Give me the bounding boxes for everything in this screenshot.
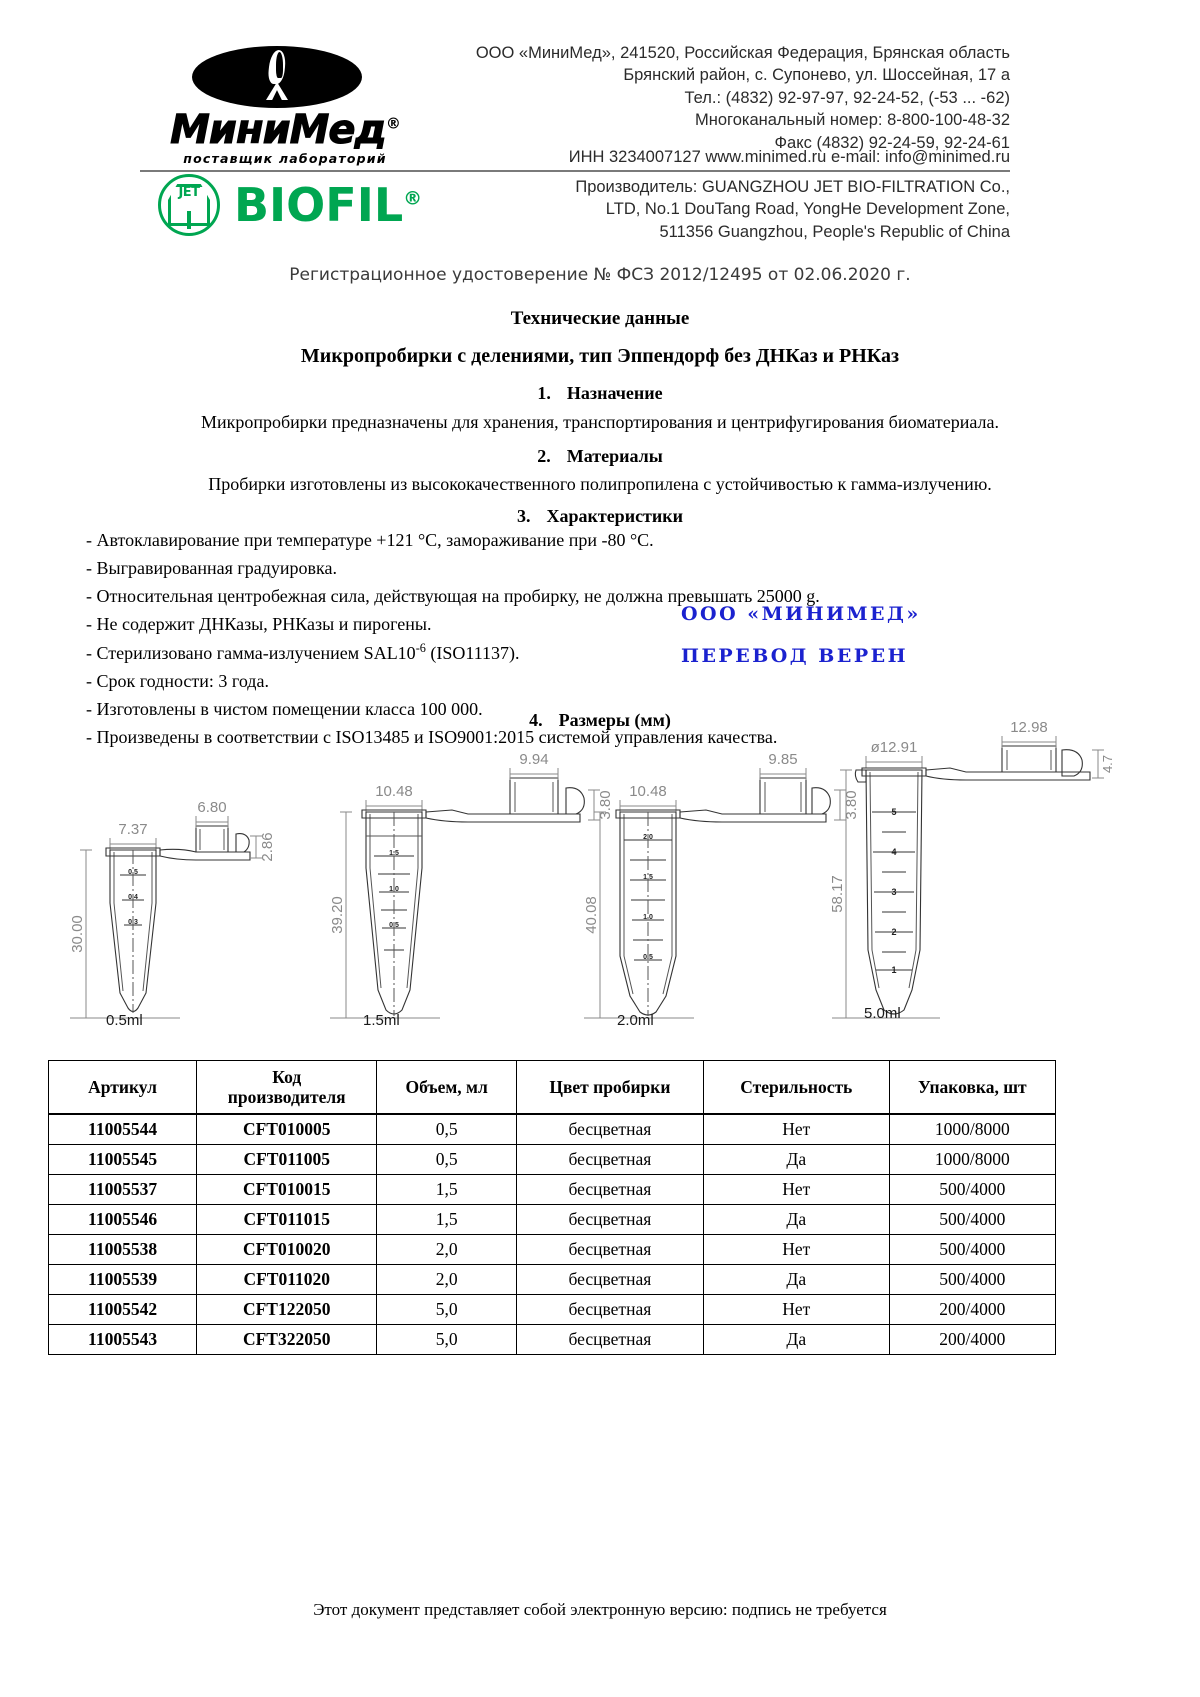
vial-label-0-5ml: 0.5ml xyxy=(106,1012,143,1029)
manufacturer-line: LTD, No.1 DouTang Road, YongHe Development Zone, xyxy=(605,200,1010,219)
cell-volume: 0,5 xyxy=(377,1114,517,1145)
svg-text:1.5: 1.5 xyxy=(389,850,399,857)
svg-text:4: 4 xyxy=(891,847,897,857)
col-header-mfr-code xyxy=(197,1061,377,1115)
table-row xyxy=(49,1325,1056,1355)
cell-packaging: 500/4000 xyxy=(889,1205,1055,1235)
cell-color: бесцветная xyxy=(516,1325,703,1355)
letterhead xyxy=(140,42,1010,243)
svg-text:6.80: 6.80 xyxy=(197,799,227,816)
svg-text:9.85: 9.85 xyxy=(768,751,798,768)
cell-sterility: Нет xyxy=(703,1235,889,1265)
svg-text:ø12.91: ø12.91 xyxy=(870,739,918,756)
drawing-1-5ml xyxy=(329,751,614,1018)
vial-label-2-0ml: 2.0ml xyxy=(617,1012,654,1029)
col-header-mfr-code-line1: Код xyxy=(272,1067,302,1087)
logo-tagline: поставщик лабораторий xyxy=(183,151,387,166)
section-title: Назначение xyxy=(566,383,663,403)
svg-text:58.17: 58.17 xyxy=(829,875,846,913)
svg-text:0.5: 0.5 xyxy=(128,869,138,876)
svg-text:2: 2 xyxy=(891,927,897,937)
manufacturer-line: 511356 Guangzhou, People's Republic of China xyxy=(659,222,1010,241)
cell-article: 11005538 xyxy=(49,1235,197,1265)
characteristic-item: - Не содержит ДНКазы, РНКазы и пирогены. xyxy=(86,613,432,634)
cell-mfr-code: CFT122050 xyxy=(197,1295,377,1325)
contact-line: Многоканальный номер: 8-800-100-48-32 xyxy=(695,111,1010,130)
svg-text:1.5: 1.5 xyxy=(643,874,653,881)
cell-packaging: 200/4000 xyxy=(889,1295,1055,1325)
vial-label-5-0ml: 5.0ml xyxy=(864,1005,901,1022)
registered-icon: ® xyxy=(385,114,400,133)
svg-text:10.48: 10.48 xyxy=(629,783,667,800)
section-heading-2 xyxy=(0,446,1200,467)
cell-article: 11005542 xyxy=(49,1295,197,1325)
specification-table-wrapper xyxy=(48,1060,1056,1355)
col-header-mfr-code-line2: производителя xyxy=(227,1087,346,1108)
characteristic-item: - Произведены в соответствии с ISO13485 и ISO9001:2015 системой управления качества. xyxy=(86,726,778,747)
cell-article: 11005546 xyxy=(49,1205,197,1235)
biofil-text: BIOFIL xyxy=(234,178,404,232)
table-row xyxy=(49,1205,1056,1235)
col-header-packaging: Упаковка, шт xyxy=(889,1061,1055,1115)
footer-note: Этот документ представляет собой электронную версию: подпись не требуется xyxy=(313,1600,887,1619)
svg-text:2.86: 2.86 xyxy=(259,832,276,862)
jet-mark-icon xyxy=(158,174,220,236)
section-number: 4. xyxy=(529,710,543,730)
cell-volume: 0,5 xyxy=(377,1145,517,1175)
cell-packaging: 1000/8000 xyxy=(889,1145,1055,1175)
svg-text:40.08: 40.08 xyxy=(583,896,600,934)
cell-mfr-code: CFT011020 xyxy=(197,1265,377,1295)
table-row xyxy=(49,1235,1056,1265)
manufacturer-block xyxy=(445,174,1010,243)
drawing-2-0ml xyxy=(583,751,860,1018)
cell-packaging: 500/4000 xyxy=(889,1265,1055,1295)
svg-text:0.5: 0.5 xyxy=(643,954,653,961)
cell-color: бесцветная xyxy=(516,1295,703,1325)
svg-text:3.80: 3.80 xyxy=(597,790,614,820)
cell-article: 11005537 xyxy=(49,1175,197,1205)
cell-packaging: 500/4000 xyxy=(889,1235,1055,1265)
section-heading-3 xyxy=(0,506,1200,527)
contact-line: Брянский район, с. Супонево, ул. Шоссейная, 17 а xyxy=(623,66,1010,85)
svg-text:0.5: 0.5 xyxy=(389,922,399,929)
logo-wordmark xyxy=(140,107,430,153)
cell-sterility: Нет xyxy=(703,1295,889,1325)
svg-text:4.7: 4.7 xyxy=(1100,754,1115,774)
cell-mfr-code: CFT322050 xyxy=(197,1325,377,1355)
section-number: 1. xyxy=(537,383,551,403)
inn-and-web-line: ИНН 3234007127 www.minimed.ru e-mail: info@minimed.ru xyxy=(568,148,1010,166)
svg-text:1.0: 1.0 xyxy=(389,886,399,893)
steril-superscript: -6 xyxy=(415,640,426,655)
jet-text: JET xyxy=(178,185,200,200)
table-row xyxy=(49,1145,1056,1175)
cell-mfr-code: CFT010005 xyxy=(197,1114,377,1145)
cell-volume: 1,5 xyxy=(377,1175,517,1205)
svg-text:3.80: 3.80 xyxy=(843,790,860,820)
table-row xyxy=(49,1265,1056,1295)
svg-text:5: 5 xyxy=(891,807,897,817)
section-title: Размеры (мм) xyxy=(558,710,671,730)
cell-color: бесцветная xyxy=(516,1114,703,1145)
section-body-2: Пробирки изготовлены из высококачественного полипропилена с устойчивостью к гамма-излучению. xyxy=(208,474,992,494)
section-body-1: Микропробирки предназначены для хранения, транспортирования и центрифугирования биоматериала. xyxy=(200,412,1000,432)
col-header-volume: Объем, мл xyxy=(377,1061,517,1115)
registered-icon: ® xyxy=(403,187,423,210)
cell-volume: 1,5 xyxy=(377,1205,517,1235)
cell-volume: 5,0 xyxy=(377,1325,517,1355)
translation-stamp-line-1: ООО «МИНИМЕД» xyxy=(681,603,921,625)
page-title: Технические данные xyxy=(510,308,690,329)
cell-volume: 2,0 xyxy=(377,1235,517,1265)
logo-brand-text: МиниМед xyxy=(170,107,386,153)
table-body xyxy=(49,1114,1056,1355)
section-title: Материалы xyxy=(566,446,663,466)
cell-article: 11005544 xyxy=(49,1114,197,1145)
svg-text:0.4: 0.4 xyxy=(128,894,138,901)
cell-article: 11005543 xyxy=(49,1325,197,1355)
section-title: Характеристики xyxy=(546,506,684,526)
cell-color: бесцветная xyxy=(516,1205,703,1235)
translation-stamp-line-2: ПЕРЕВОД ВЕРЕН xyxy=(681,645,909,667)
cell-article: 11005539 xyxy=(49,1265,197,1295)
col-header-article: Артикул xyxy=(49,1061,197,1115)
page-subtitle: Микропробирки с делениями, тип Эппендорф без ДНКаз и РНКаз xyxy=(300,345,900,367)
characteristic-item: - Относительная центробежная сила, действующая на пробирку, не должна превышать 25000 g. xyxy=(86,585,820,606)
cell-article: 11005545 xyxy=(49,1145,197,1175)
svg-text:7.37: 7.37 xyxy=(118,821,148,838)
svg-text:10.48: 10.48 xyxy=(375,783,413,800)
svg-text:1: 1 xyxy=(891,965,897,975)
characteristic-item: - Изготовлены в чистом помещении класса 100 000. xyxy=(86,698,483,719)
characteristic-item: - Срок годности: 3 года. xyxy=(86,670,269,691)
table-header-row xyxy=(49,1061,1056,1115)
cell-sterility: Да xyxy=(703,1325,889,1355)
cell-sterility: Да xyxy=(703,1145,889,1175)
contact-line: Факс (4832) 92-24-59, 92-24-61 xyxy=(774,133,1010,152)
col-header-sterility: Стерильность xyxy=(703,1061,889,1115)
cell-sterility: Да xyxy=(703,1265,889,1295)
svg-text:9.94: 9.94 xyxy=(519,751,549,768)
cell-packaging: 200/4000 xyxy=(889,1325,1055,1355)
cell-mfr-code: CFT010020 xyxy=(197,1235,377,1265)
table-row xyxy=(49,1114,1056,1145)
section-number: 2. xyxy=(537,446,551,466)
col-header-color: Цвет пробирки xyxy=(516,1061,703,1115)
contact-line: Тел.: (4832) 92-97-97, 92-24-52, (-53 ... -62) xyxy=(684,88,1010,107)
letterhead-bottom xyxy=(140,174,1010,243)
table-row xyxy=(49,1295,1056,1325)
svg-text:30.00: 30.00 xyxy=(69,915,86,953)
cell-packaging: 1000/8000 xyxy=(889,1114,1055,1145)
svg-text:12.98: 12.98 xyxy=(1010,719,1048,736)
cell-color: бесцветная xyxy=(516,1175,703,1205)
cell-volume: 5,0 xyxy=(377,1295,517,1325)
svg-text:0.3: 0.3 xyxy=(128,919,138,926)
manufacturer-line: Производитель: GUANGZHOU JET BIO-FILTRATION Co., xyxy=(575,178,1010,196)
section-heading-1 xyxy=(0,383,1200,404)
vial-label-1-5ml: 1.5ml xyxy=(363,1012,400,1029)
steril-suffix: (ISO11137). xyxy=(425,642,520,663)
biofil-wordmark xyxy=(234,178,423,232)
cell-sterility: Да xyxy=(703,1205,889,1235)
specification-table xyxy=(48,1060,1056,1355)
table-row xyxy=(49,1175,1056,1205)
header-divider xyxy=(140,170,1010,172)
cell-color: бесцветная xyxy=(516,1145,703,1175)
steril-prefix: - Стерилизовано гамма-излучением SAL10 xyxy=(86,642,416,663)
section-number: 3. xyxy=(516,506,531,526)
table-head xyxy=(49,1061,1056,1115)
cell-volume: 2,0 xyxy=(377,1265,517,1295)
characteristic-item: - Выгравированная градуировка. xyxy=(86,557,338,578)
characteristic-item: - Автоклавирование при температуре +121 °С, замораживание при -80 °С. xyxy=(86,530,654,550)
svg-text:2.0: 2.0 xyxy=(643,834,653,841)
drawing-0-5ml xyxy=(69,799,276,1018)
drawing-5-0ml xyxy=(829,719,1115,1018)
flame-oval-icon xyxy=(192,46,362,108)
cell-mfr-code: CFT010015 xyxy=(197,1175,377,1205)
svg-text:1.0: 1.0 xyxy=(643,914,653,921)
cell-mfr-code: CFT011005 xyxy=(197,1145,377,1175)
cell-color: бесцветная xyxy=(516,1235,703,1265)
biofil-logo xyxy=(140,174,422,236)
cell-sterility: Нет xyxy=(703,1175,889,1205)
svg-text:3: 3 xyxy=(891,887,897,897)
cell-mfr-code: CFT011015 xyxy=(197,1205,377,1235)
company-contact-block xyxy=(445,42,1010,154)
svg-text:39.20: 39.20 xyxy=(329,896,346,934)
cell-color: бесцветная xyxy=(516,1265,703,1295)
contact-line: ООО «МиниМед», 241520, Российская Федерация, Брянская область xyxy=(475,44,1010,62)
registration-certificate-line: Регистрационное удостоверение № ФСЗ 2012/12495 от 02.06.2020 г. xyxy=(289,265,911,285)
cell-packaging: 500/4000 xyxy=(889,1175,1055,1205)
cell-sterility: Нет xyxy=(703,1114,889,1145)
